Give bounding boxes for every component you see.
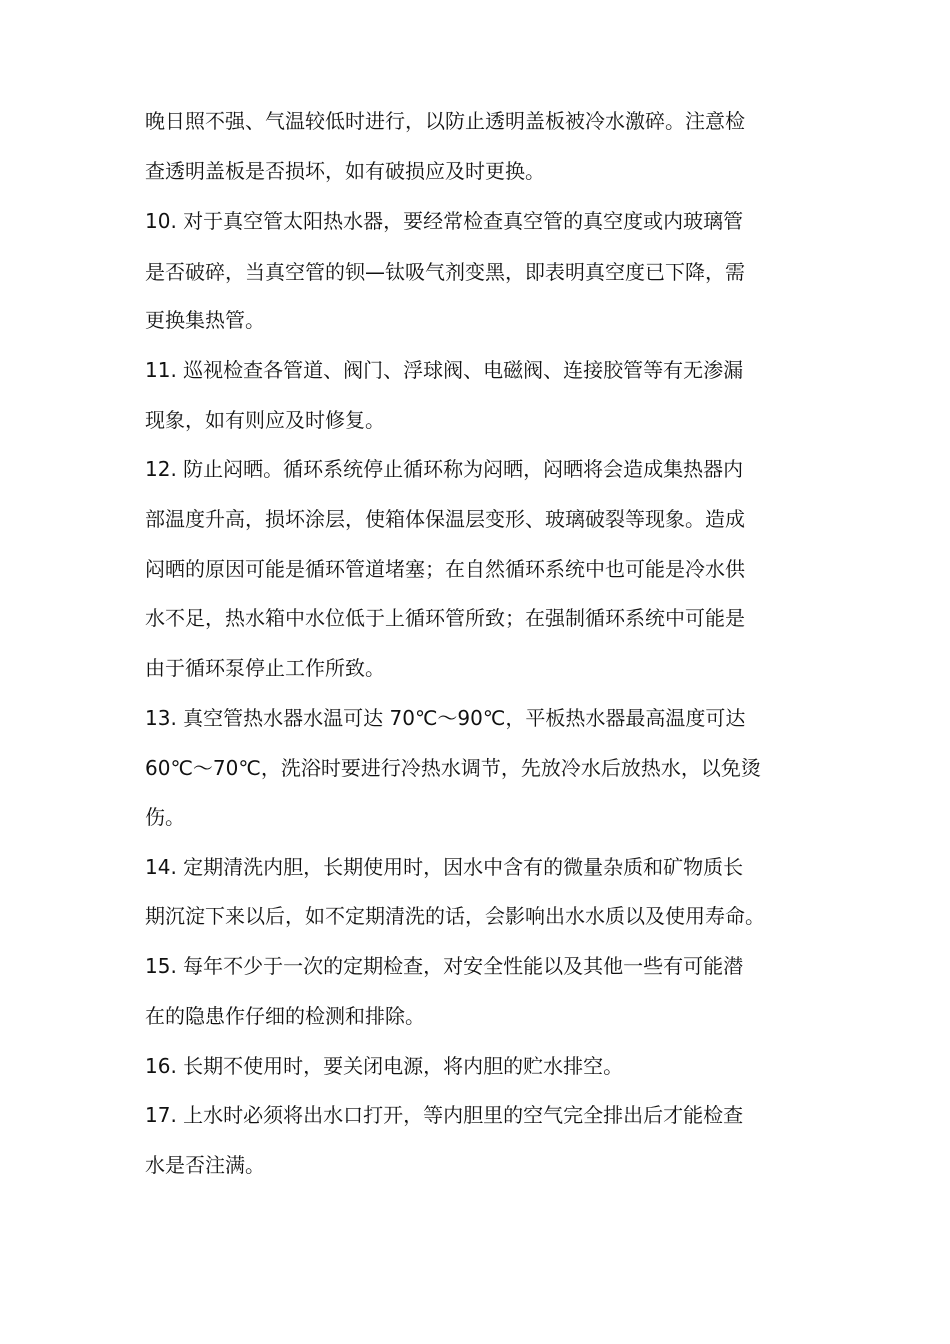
text-line: 伤。	[145, 805, 185, 829]
text-line: 15. 每年不少于一次的定期检查，对安全性能以及其他一些有可能潜	[145, 954, 744, 978]
text-line: 更换集热管。	[145, 308, 265, 332]
text-line: 12. 防止闷晒。循环系统停止循环称为闷晒，闷晒将会造成集热器内	[145, 457, 744, 481]
text-line: 闷晒的原因可能是循环管道堵塞；在自然循环系统中也可能是冷水供	[145, 557, 745, 581]
text-line: 晚日照不强、气温较低时进行，以防止透明盖板被冷水激碎。注意检	[145, 109, 745, 133]
text-line: 由于循环泵停止工作所致。	[145, 656, 385, 680]
text-line: 16. 长期不使用时，要关闭电源，将内胆的贮水排空。	[145, 1054, 624, 1078]
text-line: 14. 定期清洗内胆，长期使用时，因水中含有的微量杂质和矿物质长	[145, 855, 744, 879]
text-line: 是否破碎，当真空管的钡—钛吸气剂变黑，即表明真空度已下降，需	[145, 260, 745, 284]
text-line: 水是否注满。	[145, 1153, 265, 1177]
text-line: 在的隐患作仔细的检测和排除。	[145, 1004, 425, 1028]
text-line: 水不足，热水箱中水位低于上循环管所致；在强制循环系统中可能是	[145, 606, 745, 630]
text-line: 60℃～70℃，洗浴时要进行冷热水调节，先放冷水后放热水，以免烫	[145, 756, 761, 780]
text-line: 现象，如有则应及时修复。	[145, 408, 385, 432]
text-line: 11. 巡视检查各管道、阀门、浮球阀、电磁阀、连接胶管等有无渗漏	[145, 358, 744, 382]
text-line: 期沉淀下来以后，如不定期清洗的话，会影响出水水质以及使用寿命。	[145, 904, 765, 928]
text-line: 查透明盖板是否损坏，如有破损应及时更换。	[145, 159, 545, 183]
text-line: 17. 上水时必须将出水口打开，等内胆里的空气完全排出后才能检查	[145, 1103, 744, 1127]
text-line: 部温度升高，损坏涂层，使箱体保温层变形、玻璃破裂等现象。造成	[145, 507, 745, 531]
text-line: 13. 真空管热水器水温可达 70℃～90℃，平板热水器最高温度可达	[145, 706, 746, 730]
text-line: 10. 对于真空管太阳热水器，要经常检查真空管的真空度或内玻璃管	[145, 209, 744, 233]
